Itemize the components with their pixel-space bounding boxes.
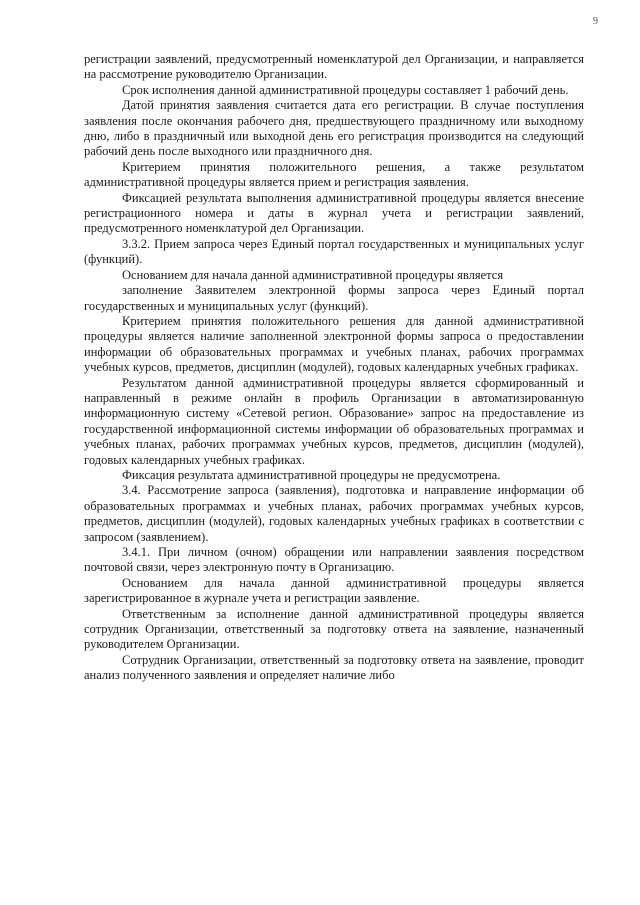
page-number: 9: [593, 16, 598, 27]
paragraph-3: Датой принятия заявления считается дата его регистрации. В случае поступления заявления после окончания рабочего дня, предшествующего праздничному или выходному дню, либо в праздничный или выходной день его регистрация производится на следующий рабочий день после выходного или праздничного дня.: [84, 98, 584, 159]
paragraph-2: Срок исполнения данной административной процедуры составляет 1 рабочий день.: [122, 82, 569, 97]
paragraph-1: регистрации заявлений, предусмотренный номенклатурой дел Организации, и направляется на рассмотрение руководителю Организации.: [84, 52, 584, 82]
paragraph-6: 3.3.2. Прием запроса через Единый портал государственных и муниципальных услуг (функций).: [84, 236, 584, 267]
paragraph-5: Фиксацией результата выполнения административной процедуры является внесение регистрационного номера и даты в журнал учета и регистрации заявлений, предусмотренного номенклатурой дел Организации.: [84, 190, 584, 236]
paragraph-8: заполнение Заявителем электронной формы запроса через Единый портал государственных и муниципальных услуг (функций).: [84, 283, 584, 313]
paragraph-13: 3.4.1. При личном (очном) обращении или направлении заявления посредством почтовой связи, через электронную почту в Организацию.: [84, 545, 584, 575]
paragraph-15: Ответственным за исполнение данной административной процедуры является сотрудник Организации, ответственный за подготовку ответа на заявление, назначенный руководителем Организации.: [84, 606, 584, 652]
paragraph-10: Результатом данной административной процедуры является сформированный и направленный в режиме онлайн в профиль Организации в автоматизированную информационную систему «Сетевой регион. Образование» запрос на предоставление из государственной информационной системы информации об образовательных программах и учебных планах, рабочих программах учебных курсов, предметов, дисциплин (модулей), годовых календарных учебных графиках.: [84, 375, 584, 467]
paragraph-12: 3.4. Рассмотрение запроса (заявления), подготовка и направление информации об образовательных программах и учебных планах, рабочих программах учебных курсов, предметов, дисциплин (модулей), годовых календарных учебных графиках в соответствии с запросом (заявлением).: [84, 483, 584, 544]
paragraph-14: Основанием для начала данной административной процедуры является зарегистрированное в журнале учета и регистрации заявление.: [84, 575, 584, 606]
paragraph-9: Критерием принятия положительного решения для данной административной процедуры является наличие заполненной электронной формы запроса о предоставлении информации об образовательных программах и учебных планах, рабочих программах учебных курсов, предметов, дисциплин (модулей), годовых календарных учебных графиках.: [84, 313, 584, 375]
paragraph-7: Основанием для начала данной административной процедуры является: [122, 267, 504, 282]
paragraph-4: Критерием принятия положительного решения, а также результатом административной процедуры является прием и регистрация заявления.: [84, 159, 584, 190]
paragraph-16: Сотрудник Организации, ответственный за подготовку ответа на заявление, проводит анализ полученного заявления и определяет наличие либо: [84, 652, 584, 683]
document-body: [84, 52, 584, 684]
paragraph-11: Фиксация результата административной процедуры не предусмотрена.: [122, 467, 501, 482]
